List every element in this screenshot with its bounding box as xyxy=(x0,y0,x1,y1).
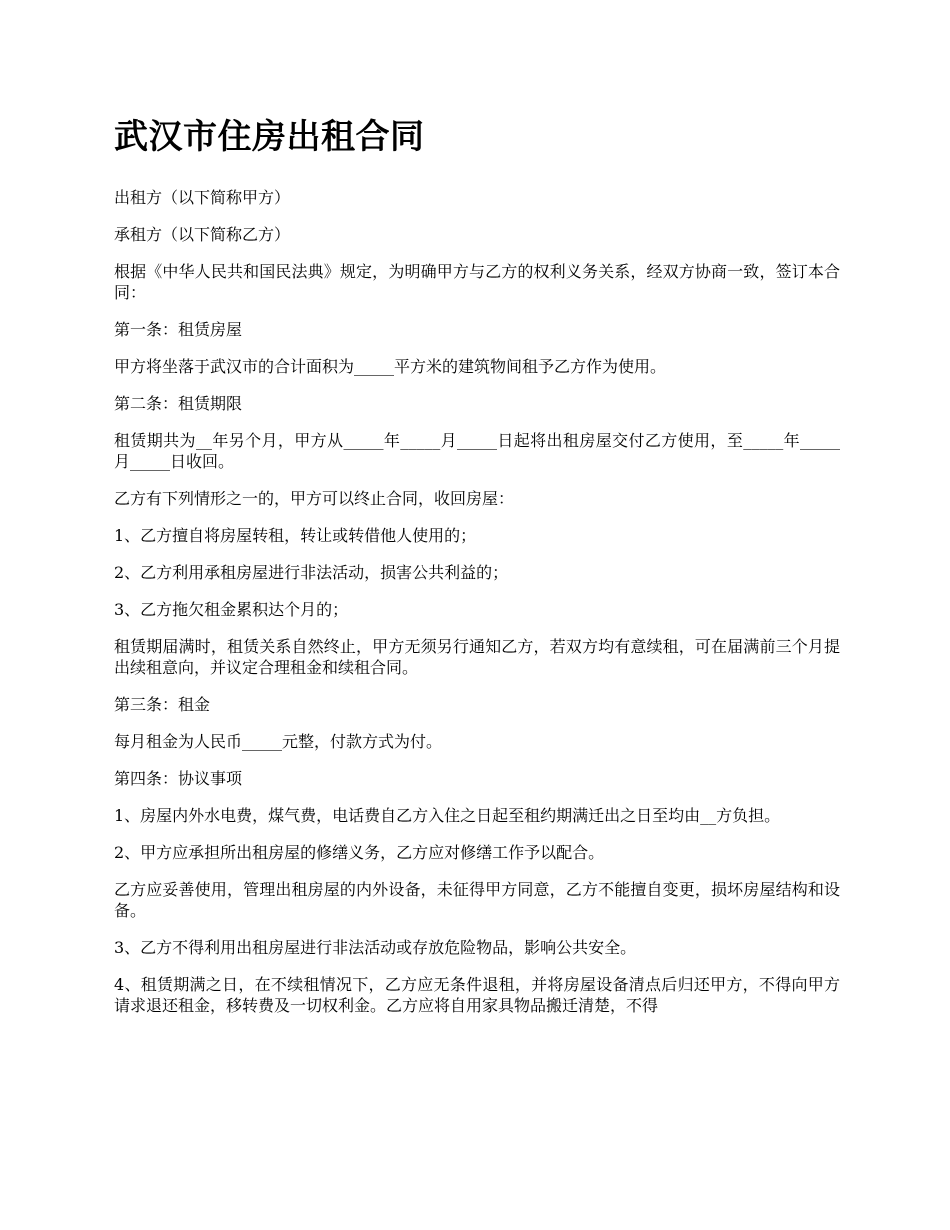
agreement-item-4: 4、租赁期满之日，在不续租情况下，乙方应无条件退租，并将房屋设备清点后归还甲方，不得向甲方请求退还租金，移转费及一切权利金。乙方应将自用家具物品搬迁清楚，不得 xyxy=(114,975,840,1015)
agreement-item-2: 2、甲方应承担所出租房屋的修缮义务，乙方应对修缮工作予以配合。 xyxy=(114,843,605,862)
rent-amount-paragraph: 每月租金为人民币_____元整，付款方式为付。 xyxy=(114,732,443,751)
preamble-paragraph: 根据《中华人民共和国民法典》规定，为明确甲方与乙方的权利义务关系，经双方协商一致，签订本合同： xyxy=(114,262,840,302)
article-2-heading: 第二条：租赁期限 xyxy=(114,394,243,413)
document-title: 武汉市住房出租合同 xyxy=(114,117,425,157)
contract-body xyxy=(114,113,840,1032)
article-3-heading: 第三条：租金 xyxy=(114,695,211,714)
lease-expiry-paragraph: 租赁期届满时，租赁关系自然终止，甲方无须另行通知乙方，若双方均有意续租，可在届满前三个月提出续租意向，并议定合理租金和续租合同。 xyxy=(114,637,840,677)
lessee-line: 承租方（以下简称乙方） xyxy=(114,225,291,244)
agreement-item-3: 3、乙方不得利用出租房屋进行非法活动或存放危险物品，影响公共安全。 xyxy=(114,938,637,957)
lessor-line: 出租方（以下简称甲方） xyxy=(114,188,291,207)
article-4-heading: 第四条：协议事项 xyxy=(114,769,243,788)
termination-item-2: 2、乙方利用承租房屋进行非法活动，损害公共利益的； xyxy=(114,563,509,582)
termination-item-1: 1、乙方擅自将房屋转租，转让或转借他人使用的； xyxy=(114,526,477,545)
termination-item-3: 3、乙方拖欠租金累积达个月的； xyxy=(114,600,349,619)
article-1-text: 甲方将坐落于武汉市的合计面积为_____平方米的建筑物间租予乙方作为使用。 xyxy=(114,357,667,376)
lease-term-paragraph: 租赁期共为__年另个月，甲方从_____年_____月_____日起将出租房屋交付乙方使用，至_____年_____月_____日收回。 xyxy=(114,431,840,471)
equipment-use-paragraph: 乙方应妥善使用，管理出租房屋的内外设备，未征得甲方同意，乙方不能擅自变更，损坏房屋结构和设备。 xyxy=(114,880,840,920)
article-1-heading: 第一条：租赁房屋 xyxy=(114,320,243,339)
agreement-item-1: 1、房屋内外水电费，煤气费，电话费自乙方入住之日起至租约期满迁出之日至均由__方负担。 xyxy=(114,806,781,825)
termination-conditions-intro: 乙方有下列情形之一的，甲方可以终止合同，收回房屋： xyxy=(114,489,515,508)
